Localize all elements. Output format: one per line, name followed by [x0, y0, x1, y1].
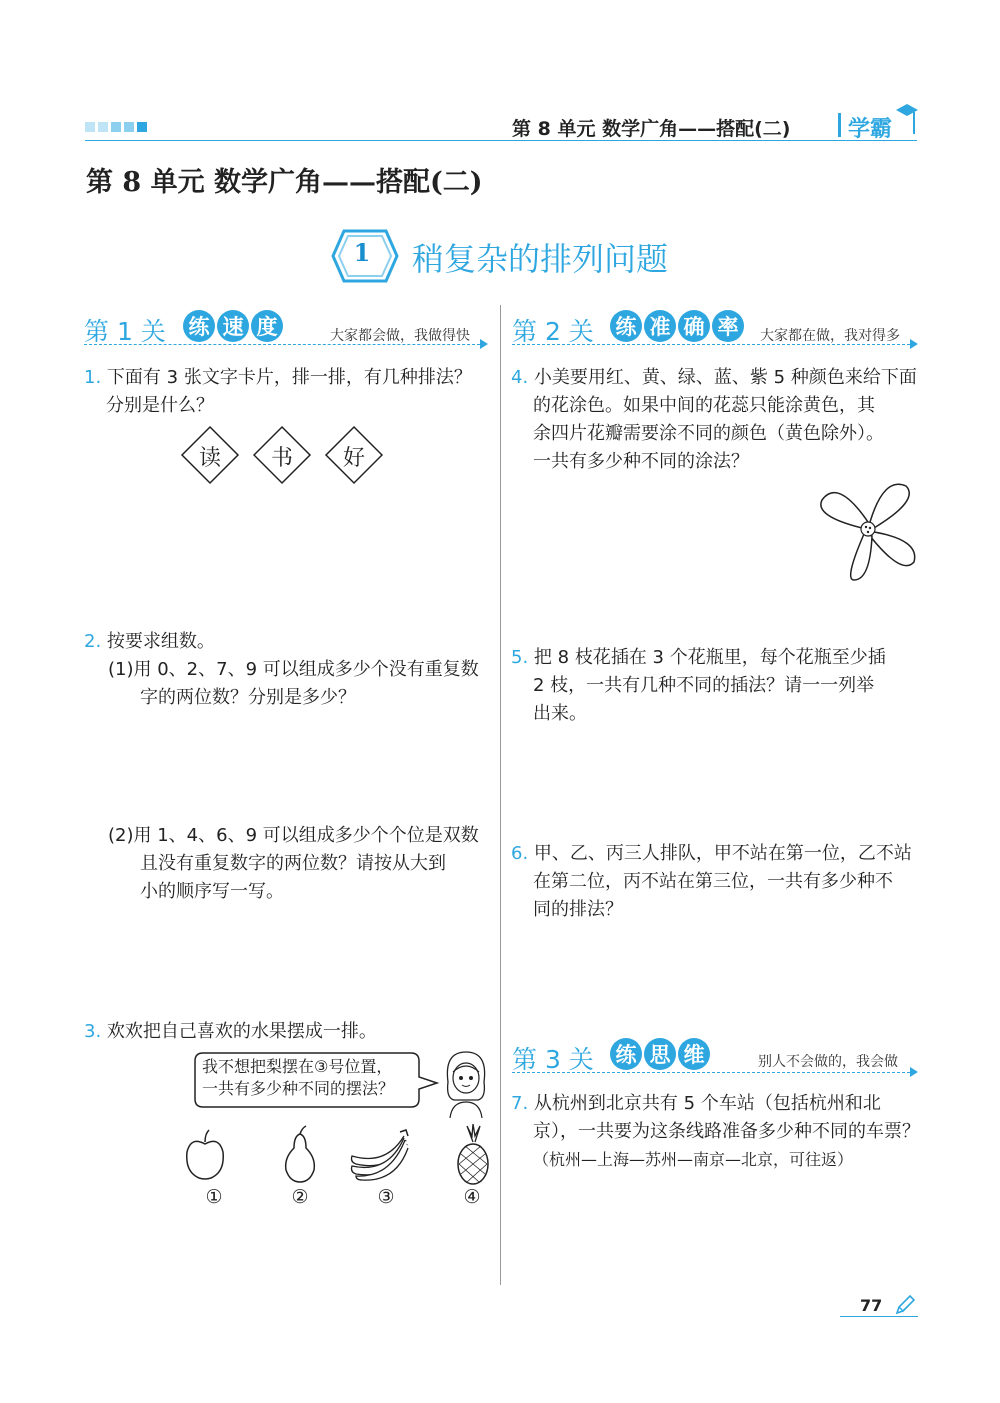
- question-text: 甲、乙、丙三人排队，甲不站在第一位，乙不站: [533, 843, 912, 864]
- question-4: [511, 364, 921, 476]
- question-text: 分别是什么？: [106, 395, 214, 416]
- header-separator: [838, 113, 841, 137]
- section-1-rule: [84, 344, 480, 345]
- apple-icon: [183, 1128, 227, 1182]
- brand-logo: 学霸: [848, 117, 893, 142]
- question-text: 小的顺序写一写。: [140, 881, 284, 902]
- arrow-icon: [480, 339, 488, 349]
- question-text: 在第二位，丙不站在第三位，一共有多少种不: [533, 871, 893, 892]
- section-bubble: 练: [183, 310, 215, 342]
- question-6: [511, 840, 921, 924]
- section-3-rule: [512, 1072, 910, 1073]
- question-2-part-1: [108, 656, 498, 712]
- section-1-label: 第 1 关: [84, 317, 166, 346]
- header-unit-title: 第 8 单元 数学广角——搭配(二): [512, 118, 791, 140]
- section-3-bubbles: [610, 1038, 710, 1070]
- header-rule: [85, 140, 917, 141]
- question-note: （杭州—上海—苏州—南京—北京，可往返）: [533, 1150, 854, 1169]
- question-text: 出来。: [533, 703, 587, 724]
- section-1-bubbles: [183, 310, 283, 342]
- speech-line: 一共有多少种不同的摆法？: [202, 1079, 395, 1098]
- header-decoration: [85, 122, 147, 132]
- graduation-cap-icon: [894, 100, 920, 136]
- section-bubble: 思: [644, 1038, 676, 1070]
- question-text: 字的两位数？分别是多少？: [140, 687, 356, 708]
- section-3-slogan: 别人不会做的，我会做: [758, 1054, 898, 1070]
- section-bubble: 确: [678, 310, 710, 342]
- lesson-number: 1: [353, 238, 371, 267]
- lesson-title: 稍复杂的排列问题: [412, 240, 669, 278]
- question-number: 5.: [511, 647, 529, 668]
- girl-icon: [438, 1048, 494, 1120]
- section-bubble: 练: [610, 310, 642, 342]
- word-card-text: 读: [198, 446, 221, 471]
- question-text: 按要求组数。: [106, 631, 215, 652]
- section-bubble: 练: [610, 1038, 642, 1070]
- question-text: 2 枝，一共有几种不同的插法？请一一列举: [533, 675, 875, 696]
- banana-icon: [346, 1126, 412, 1182]
- fruit-position-label: ①: [205, 1186, 223, 1208]
- page-number-rule: [840, 1316, 918, 1317]
- fruit-position-label: ④: [463, 1186, 481, 1208]
- section-2-label: 第 2 关: [512, 317, 594, 346]
- column-divider: [500, 305, 501, 1285]
- question-text: 同的排法？: [533, 899, 623, 920]
- section-2-slogan: 大家都在做，我对得多: [760, 328, 900, 344]
- question-number: 1.: [84, 367, 102, 388]
- question-text: (2)用 1、4、6、9 可以组成多少个个位是双数: [108, 825, 479, 846]
- flower-icon: [814, 476, 922, 584]
- section-bubble: 准: [644, 310, 676, 342]
- question-text: (1)用 0、2、7、9 可以组成多少个没有重复数: [108, 659, 479, 680]
- speech-line: 我不想把梨摆在③号位置，: [202, 1057, 393, 1076]
- section-3-label: 第 3 关: [512, 1045, 594, 1074]
- question-number: 6.: [511, 843, 529, 864]
- section-2-rule: [512, 344, 910, 345]
- question-7: [511, 1090, 931, 1174]
- pencil-icon: [894, 1294, 916, 1316]
- question-2-part-2: [108, 822, 498, 906]
- fruit-position-label: ②: [291, 1186, 309, 1208]
- question-number: 3.: [84, 1021, 102, 1042]
- fruit-position-label: ③: [377, 1186, 395, 1208]
- section-1-slogan: 大家都会做，我做得快: [330, 328, 470, 344]
- question-3: [84, 1018, 377, 1046]
- question-2: [84, 628, 215, 656]
- question-text: 的花涂色。如果中间的花蕊只能涂黄色，其: [533, 395, 875, 416]
- question-5: [511, 644, 921, 728]
- question-number: 4.: [511, 367, 529, 388]
- section-bubble: 维: [678, 1038, 710, 1070]
- question-text: 从杭州到北京共有 5 个车站（包括杭州和北: [533, 1093, 881, 1114]
- question-text: 下面有 3 张文字卡片，排一排，有几种排法？: [106, 367, 472, 388]
- question-1: [84, 364, 494, 420]
- section-2-bubbles: [610, 310, 744, 342]
- arrow-icon: [910, 339, 918, 349]
- pineapple-icon: [453, 1122, 493, 1186]
- arrow-icon: [910, 1067, 918, 1077]
- question-number: 7.: [511, 1093, 529, 1114]
- question-text: 一共有多少种不同的涂法？: [533, 451, 749, 472]
- section-bubble: 度: [251, 310, 283, 342]
- question-text: 欢欢把自己喜欢的水果摆成一排。: [106, 1021, 377, 1042]
- question-text: 且没有重复数字的两位数？请按从大到: [140, 853, 446, 874]
- question-text: 把 8 枝花插在 3 个花瓶里，每个花瓶至少插: [533, 647, 886, 668]
- unit-title: 第 8 单元 数学广角——搭配(二): [86, 167, 483, 198]
- word-card-text: 书: [270, 446, 293, 471]
- question-text: 余四片花瓣需要涂不同的颜色（黄色除外）。: [533, 423, 884, 444]
- speech-bubble-text: [202, 1056, 394, 1100]
- word-card: [324, 425, 384, 485]
- question-number: 2.: [84, 631, 102, 652]
- word-card: [180, 425, 240, 485]
- pear-icon: [280, 1124, 320, 1184]
- word-card: [252, 425, 312, 485]
- page-number: 77: [860, 1296, 883, 1315]
- section-bubble: 速: [217, 310, 249, 342]
- word-card-text: 好: [342, 446, 365, 471]
- question-text: 京），一共要为这条线路准备多少种不同的车票？: [533, 1121, 920, 1142]
- section-bubble: 率: [712, 310, 744, 342]
- question-text: 小美要用红、黄、绿、蓝、紫 5 种颜色来给下面: [533, 367, 917, 388]
